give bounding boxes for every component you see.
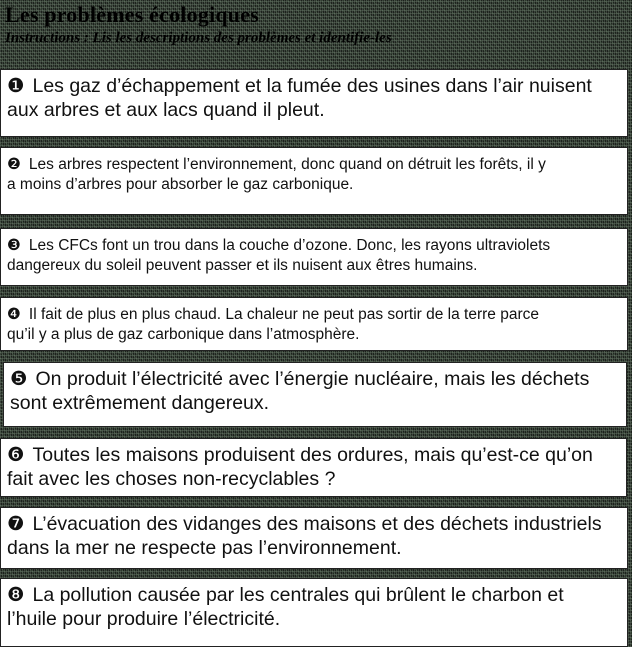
problem-line-1: Il fait de plus en plus chaud. La chaleur ne peut pas sortir de la terre parce bbox=[28, 306, 539, 323]
number-2-icon: ❷ bbox=[7, 155, 21, 173]
problem-card-4 bbox=[0, 297, 628, 351]
problem-line-2: fait avec les choses non-recyclables ? bbox=[7, 468, 336, 490]
number-3-icon: ❸ bbox=[7, 236, 21, 254]
problem-card-1 bbox=[0, 69, 628, 137]
problem-card-6 bbox=[0, 438, 627, 497]
problem-line-1: La pollution causée par les centrales qui brûlent le charbon et bbox=[32, 584, 564, 606]
problem-line-1: Les arbres respectent l’environnement, donc quand on détruit les forêts, il y bbox=[28, 156, 546, 173]
problem-line-1: Toutes les maisons produisent des ordures, mais qu’est-ce qu’on bbox=[32, 444, 593, 466]
problem-line-2: dans la mer ne respecte pas l’environnement. bbox=[7, 537, 402, 559]
problem-text bbox=[7, 304, 621, 345]
problem-text bbox=[7, 74, 621, 122]
instructions-text: Instructions : Lis les descriptions des problèmes et identifie-les bbox=[5, 30, 392, 46]
problem-line-1: Les CFCs font un trou dans la couche d’ozone. Donc, les rayons ultraviolets bbox=[28, 237, 551, 254]
problem-card-5 bbox=[3, 362, 627, 427]
problem-line-2: aux arbres et aux lacs quand il pleut. bbox=[7, 99, 325, 121]
problem-line-2: qu’il y a plus de gaz carbonique dans l’atmosphère. bbox=[7, 326, 360, 343]
number-1-icon: ❶ bbox=[7, 74, 25, 97]
problem-line-1: L’évacuation des vidanges des maisons et des déchets industriels bbox=[32, 513, 602, 535]
problem-text bbox=[7, 154, 621, 195]
page-title: Les problèmes écologiques bbox=[5, 2, 259, 27]
problem-text bbox=[10, 367, 620, 415]
problem-text bbox=[7, 512, 621, 560]
problem-line-2: a moins d’arbres pour absorber le gaz carbonique. bbox=[7, 176, 354, 193]
problem-card-2 bbox=[0, 147, 628, 215]
problem-text bbox=[7, 235, 621, 276]
problem-text bbox=[7, 443, 620, 491]
number-4-icon: ❹ bbox=[7, 305, 21, 323]
problem-text bbox=[7, 583, 621, 631]
worksheet-header bbox=[5, 2, 392, 47]
problem-line-1: On produit l’électricité avec l’énergie nucléaire, mais les déchets bbox=[35, 368, 590, 390]
problem-line-2: dangereux du soleil peuvent passer et ils nuisent aux êtres humains. bbox=[7, 257, 478, 274]
problem-card-7 bbox=[0, 507, 628, 569]
problem-line-2: sont extrêmement dangereux. bbox=[10, 392, 270, 414]
number-6-icon: ❻ bbox=[7, 443, 25, 466]
number-7-icon: ❼ bbox=[7, 512, 25, 535]
problem-card-8 bbox=[0, 578, 628, 647]
number-5-icon: ❺ bbox=[10, 367, 28, 390]
problem-card-3 bbox=[0, 228, 628, 286]
problem-line-1: Les gaz d’échappement et la fumée des usines dans l’air nuisent bbox=[32, 75, 592, 97]
number-8-icon: ❽ bbox=[7, 583, 25, 606]
problem-line-2: l’huile pour produire l’électricité. bbox=[7, 608, 281, 630]
